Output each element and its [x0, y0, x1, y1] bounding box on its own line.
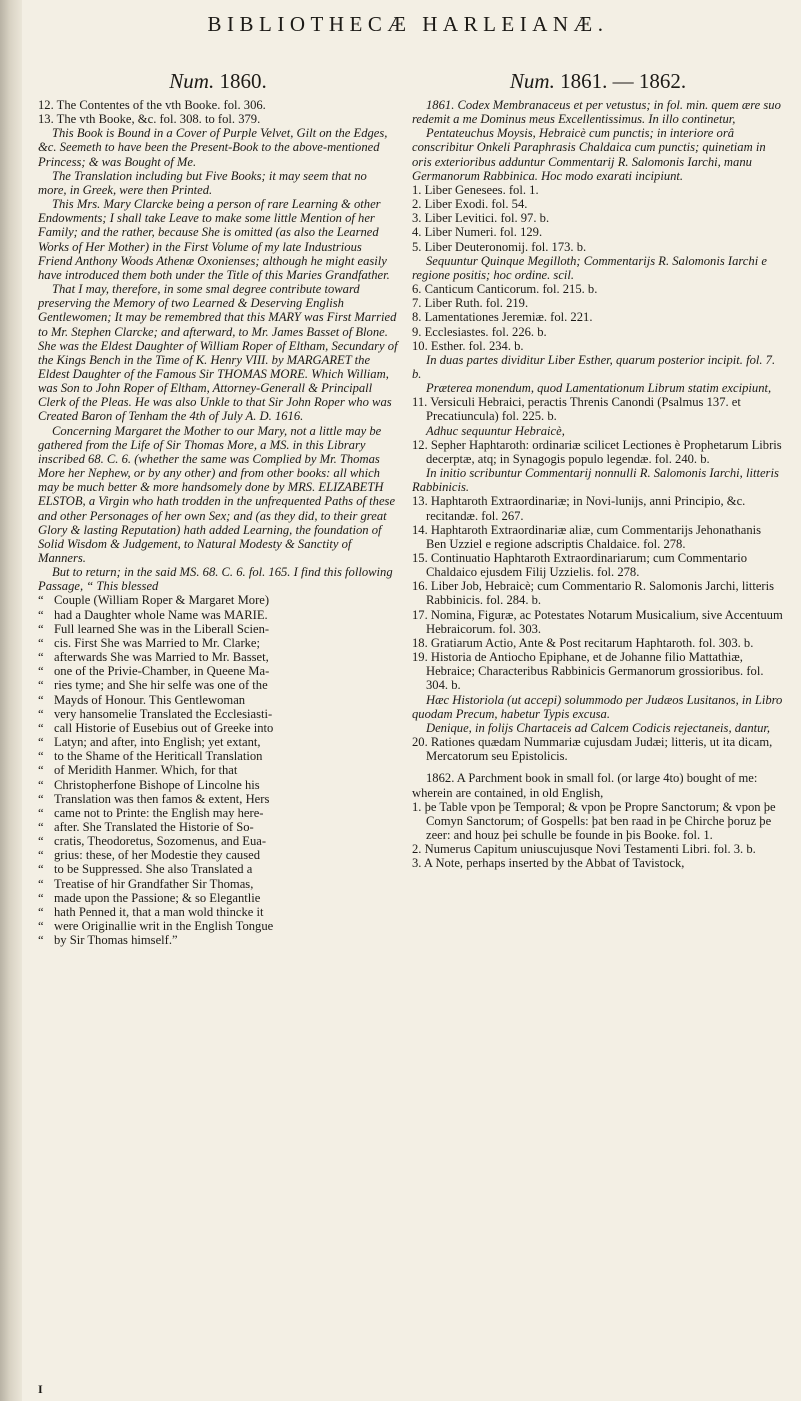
quote-line-text: Latyn; and after, into English; yet extant, [54, 735, 261, 750]
quote-line-text: of Meridith Hanmer. Which, for that [54, 763, 238, 778]
right-paragraph: 5. Liber Deuteronomij. fol. 173. b. [412, 239, 587, 254]
quote-mark: “ [38, 848, 44, 863]
quote-line-text: Full learned She was in the Liberall Scien- [54, 621, 270, 636]
left-paragraph: 12. The Contentes of the vth Booke. fol. 306. [38, 98, 266, 112]
right-paragraph: 8. Lamentationes Jeremiæ. fol. 221. [412, 310, 593, 325]
quote-line-text: Mayds of Honour. This Gentlewoman [54, 692, 246, 707]
left-paragraph: This Mrs. Mary Clarcke being a person of rare Learning & other Endowments; I shall take Leave to make some little Mention of her Family; and the rather, because She is omitted (as also the Learned Works of Her Mother) in the First Volume of my late Industrious Friend Anthony Woods Athenæ Oxonienses; although he might easily have introduced them both under the Title of this Maries Grandfather. [38, 197, 390, 282]
quote-line-text: afterwards She was Married to Mr. Basset, [54, 650, 269, 665]
right-paragraph: 14. Haphtaroth Extraordinariæ aliæ, cum Commentarijs Jehonathanis Ben Uzziel e regione adscriptis Chaldaice. fol. 278. [412, 522, 762, 551]
quote-line-text: very hansomelie Translated the Ecclesiasti- [54, 706, 273, 721]
right-paragraph: 1. þe Table vpon þe Temporal; & vpon þe Propre Sanctorum; & vpon þe Comyn Sanctorum; of Gospells: þat ben raad in þe Chirche þoruz þe zeer: and houz þei schulle be founde in þis Booke. fol. 1. [412, 799, 776, 842]
quote-line-text: cratis, Theodoretus, Sozomenus, and Eua- [54, 834, 267, 849]
left-entry-number [38, 68, 398, 94]
right-paragraph: 11. Versiculi Hebraici, peractis Threnis Canondi (Psalmus 137. et Precatiuncula) fol. 225. b. [412, 395, 741, 424]
right-paragraph: Denique, in folijs Chartaceis ad Calcem Codicis rejectaneis, dantur, [426, 720, 771, 735]
quote-line [38, 749, 398, 763]
right-paragraph: 12. Sepher Haphtaroth: ordinariæ scilicet Lectiones è Prophetarum Libris decerptæ, atq; in Synagogis populo legendæ. fol. 240. b. [412, 437, 782, 466]
right-paragraph: Pentateuchus Moysis, Hebraicè cum punctis; in interiore orâ conscribitur Onkeli Paraphrasis Chaldaica cum punctis; quinetiam in oris exterioribus adduntur Commentarij R. Salomonis Iarchi, manu Germanorum Rabbinica. Hoc modo exarati incipiunt. [412, 126, 766, 183]
quote-line [38, 735, 398, 749]
quote-mark: “ [38, 706, 44, 721]
right-paragraph: Adhuc sequuntur Hebraicè, [426, 423, 565, 438]
left-num-value: 1860. [219, 69, 267, 93]
right-paragraph: 10. Esther. fol. 234. b. [412, 338, 524, 353]
quote-mark: “ [38, 593, 44, 608]
quote-mark: “ [38, 805, 44, 820]
quote-line [38, 792, 398, 806]
quote-line [38, 622, 398, 636]
quote-mark: “ [38, 720, 44, 735]
quote-mark: “ [38, 876, 44, 891]
quote-line [38, 678, 398, 692]
quote-mark: “ [38, 819, 44, 834]
quote-mark: “ [38, 791, 44, 806]
signature-mark: I [38, 1382, 43, 1396]
left-column [38, 58, 398, 947]
quote-line [38, 721, 398, 735]
quote-line [38, 919, 398, 933]
quote-line [38, 820, 398, 834]
quote-line [38, 664, 398, 678]
right-paragraph [412, 763, 784, 771]
quote-mark: “ [38, 664, 44, 679]
left-paragraph: But to return; in the said MS. 68. C. 6. fol. 165. I find this following Passage, “ This blessed [38, 565, 393, 594]
quote-line-text: Treatise of hir Grandfather Sir Thomas, [54, 876, 254, 891]
right-paragraph: 1862. A Parchment book in small fol. (or large 4to) bought of me: wherein are contained, in old English, [412, 771, 758, 800]
left-paragraph: This Book is Bound in a Cover of Purple Velvet, Gilt on the Edges, &c. Seemeth to have been the Present-Book to the above-mentioned Princess; & was Bought of Me. [38, 126, 388, 169]
quote-mark: “ [38, 621, 44, 636]
right-paragraph: 3. Liber Levitici. fol. 97. b. [412, 211, 550, 226]
right-paragraph: 9. Ecclesiastes. fol. 226. b. [412, 324, 547, 339]
left-paragraph: 13. The vth Booke, &c. fol. 308. to fol. 379. [38, 112, 261, 127]
quote-line-text: to be Suppressed. She also Translated a [54, 862, 253, 877]
right-paragraph: 3. A Note, perhaps inserted by the Abbat of Tavistock, [412, 856, 685, 871]
quote-line-text: to the Shame of the Heriticall Translation [54, 749, 263, 764]
left-paragraph: Concerning Margaret the Mother to our Mary, not a little may be gathered from the Life of Sir Thomas More, a MS. in this Library inscribed 68. C. 6. (whether the same was Complied by Mr. Thomas More her Nephew, or by any other) and from other books: all which may be much better & more handsomely done by MRS. ELIZABETH ELSTOB, a Virgin who hath trodden in the unfrequented Paths of these and other Personages of her own Sex; and (as they did, to their great Glory & lasting Reputation) hath added Learning, the foundation of Solid Wisdom & Judgement, to Natural Modesty & Sanctity of Manners. [38, 423, 396, 565]
right-paragraph: 1861. Codex Membranaceus et per vetustus; in fol. min. quem ære suo redemit a me Dominus meus Excellentissimus. In illo continetur, [412, 98, 781, 127]
left-num-label: Num. [169, 69, 215, 93]
quote-line-text: grius: these, of her Modestie they caused [54, 848, 260, 863]
right-paragraph: Præterea monendum, quod Lamentationum Librum statim excipiunt, [426, 381, 772, 396]
left-paragraph: The Translation including but Five Books; it may seem that no more, in Greek, were then Printed. [38, 168, 367, 197]
right-paragraph: In duas partes dividitur Liber Esther, quarum posterior incipit. fol. 7. b. [412, 352, 776, 381]
quote-line [38, 877, 398, 891]
quote-mark: “ [38, 834, 44, 849]
quote-line-text: had a Daughter whole Name was MARIE. [54, 607, 268, 622]
right-paragraph: 4. Liber Numeri. fol. 129. [412, 225, 543, 240]
right-num-label: Num. [509, 69, 555, 93]
quote-line-text: one of the Privie-Chamber, in Queene Ma- [54, 664, 270, 679]
quote-mark: “ [38, 635, 44, 650]
right-paragraph: 13. Haphtaroth Extraordinariæ; in Novi-lunijs, anni Principio, &c. recitandæ. fol. 267. [412, 494, 746, 523]
quote-line-text: made upon the Passione; & so Elegantlie [54, 890, 261, 905]
quote-line [38, 693, 398, 707]
right-paragraph: 7. Liber Ruth. fol. 219. [412, 296, 529, 311]
quote-mark: “ [38, 862, 44, 877]
quote-line [38, 778, 398, 792]
quote-line-text: after. She Translated the Historie of So- [54, 819, 254, 834]
quote-mark: “ [38, 890, 44, 905]
quote-line [38, 848, 398, 862]
right-paragraph: 2. Numerus Capitum uniuscujusque Novi Testamenti Libri. fol. 3. b. [412, 842, 756, 857]
quote-line [38, 891, 398, 905]
quote-line-text: came not to Printe: the English may here- [54, 805, 264, 820]
quote-line [38, 933, 398, 947]
right-paragraph: 17. Nomina, Figuræ, ac Potestates Notarum Musicalium, sive Accentuum Hebraicorum. fol. 303. [412, 607, 783, 636]
quote-line [38, 707, 398, 721]
right-paragraph: 19. Historia de Antiocho Epiphane, et de Johanne filio Mattathiæ, Hebraice; Characteribus Rabbinicis Germanorum grossioribus. fol. 304. b. [412, 650, 764, 693]
quote-line-text: cis. First She was Married to Mr. Clarke; [54, 635, 261, 650]
left-paragraph: That I may, therefore, in some smal degree contribute toward preserving the Memory of two Learned & Deserving English Gentlewomen; It may be remembred that this MARY was First Married to Mr. Stephen Clarcke; and afterward, to Mr. James Basset of Blone. She was the Eldest Daughter of William Roper of Eltham, Secundary of the Kings Bench in the Time of K. Henry VIII. by MARGARET the Eldest Daughter of the Famous Sir THOMAS MORE. Which William, was Son to John Roper of Eltham, Attorney-Generall & Principall Clerk of the Pleas. He was also Unkle to that Sir John Roper who was Created Baron of Tenham the 4th of July A. D. 1616. [38, 282, 398, 424]
right-paragraph: 18. Gratiarum Actio, Ante & Post recitarum Haphtaroth. fol. 303. b. [412, 635, 754, 650]
right-paragraph: 1. Liber Genesees. fol. 1. [412, 182, 539, 197]
quoted-passage [38, 593, 398, 947]
right-paragraph: Hæc Historiola (ut accepi) solummodo per Judæos Lusitanos, in Libro quodam Precum, habetur Typis excusa. [412, 692, 783, 721]
quote-mark: “ [38, 692, 44, 707]
quote-line-text: Couple (William Roper & Margaret More) [54, 593, 270, 608]
quote-line-text: call Historie of Eusebius out of Greeke into [54, 720, 274, 735]
right-num-value: 1861. — 1862. [560, 69, 687, 93]
quote-line-text: by Sir Thomas himself.” [54, 933, 178, 948]
right-column [412, 58, 784, 870]
quote-line-text: were Originallie writ in the English Tongue [54, 919, 274, 934]
left-text-block [38, 98, 398, 593]
quote-line [38, 650, 398, 664]
quote-mark: “ [38, 763, 44, 778]
quote-line-text: Christopherfone Bishope of Lincolne his [54, 777, 260, 792]
right-paragraph: 20. Rationes quædam Nummariæ cujusdam Judæi; litteris, ut ita dicam, Mercatorum seu Epistolicis. [412, 735, 773, 764]
right-paragraph: 15. Continuatio Haphtaroth Extraordinariarum; cum Commentario Chaldaico ejusdem Filij Uzzielis. fol. 278. [412, 551, 748, 580]
quote-line [38, 862, 398, 876]
quote-mark: “ [38, 678, 44, 693]
quote-mark: “ [38, 735, 44, 750]
quote-line [38, 905, 398, 919]
running-title: BIBLIOTHECÆ HARLEIANÆ. [207, 12, 609, 36]
quote-mark: “ [38, 650, 44, 665]
right-paragraph: In initio scribuntur Commentarij nonnulli R. Salomonis Iarchi, litteris Rabbinicis. [412, 466, 779, 495]
quote-line-text: hath Penned it, that a man wold thincke it [54, 904, 264, 919]
right-paragraph: 16. Liber Job, Hebraicè; cum Commentario R. Salomonis Jarchi, litteris Rabbinicis. fol. 284. b. [412, 579, 774, 608]
right-text-block [412, 98, 784, 870]
quote-mark: “ [38, 919, 44, 934]
quote-mark: “ [38, 777, 44, 792]
quote-mark: “ [38, 904, 44, 919]
right-paragraph: Sequuntur Quinque Megilloth; Commentarijs R. Salomonis Iarchi e regione positis; hoc ordine. scil. [412, 253, 767, 282]
right-entry-number [412, 68, 784, 94]
quote-line [38, 806, 398, 820]
quote-line [38, 763, 398, 777]
quote-line [38, 834, 398, 848]
quote-line [38, 593, 398, 607]
quote-line-text: Translation was then famos & extent, Hers [54, 791, 270, 806]
quote-mark: “ [38, 933, 44, 948]
binding-gutter [0, 0, 22, 1401]
quote-line [38, 608, 398, 622]
right-paragraph: 2. Liber Exodi. fol. 54. [412, 197, 528, 212]
quote-line-text: ries tyme; and She hir selfe was one of the [54, 678, 268, 693]
quote-mark: “ [38, 607, 44, 622]
right-paragraph: 6. Canticum Canticorum. fol. 215. b. [412, 282, 598, 297]
quote-line [38, 636, 398, 650]
quote-mark: “ [38, 749, 44, 764]
